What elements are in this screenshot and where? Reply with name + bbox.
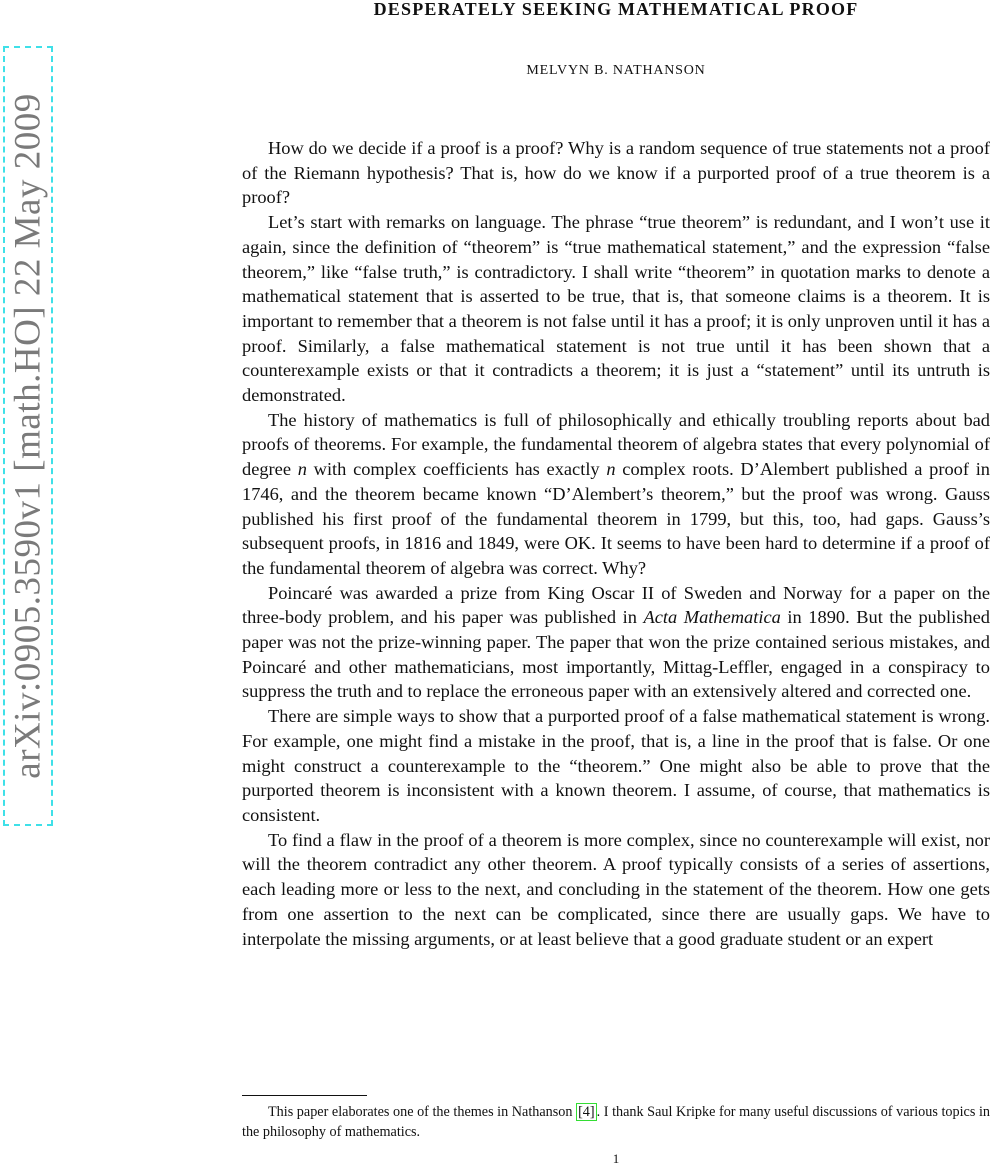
- page-number: 1: [612, 1151, 620, 1166]
- citation-link[interactable]: [4]: [578, 1104, 595, 1120]
- paragraph-1: How do we decide if a proof is a proof? Why is a random sequence of true statements not a proof of the Riemann hypothesis? That is, how do we know if a purported proof of a true theorem is a proof?: [242, 138, 990, 208]
- footnote: [242, 1102, 990, 1142]
- paragraph-3: [242, 408, 990, 581]
- arxiv-stamp: [3, 46, 53, 826]
- paragraph-3-part-c: complex roots. D’Alembert published a proof in 1746, and the theorem became known “D’Alembert’s theorem,” but the proof was wrong. Gauss published his first proof of the fundamental theorem in 1799, but this, too, had gaps. Gauss’s subsequent proofs, in 1816 and 1849, were OK. It seems to have been hard to determine if a proof of the fundamental theorem of algebra was correct. Why?: [242, 459, 990, 578]
- paragraph-5: There are simple ways to show that a purported proof of a false mathematical statement is wrong. For example, one might find a mistake in the proof, that is, a line in the proof that is false. Or one might construct a counterexample to the “theorem.” One might also be able to prove that the purported theorem is inconsistent with a known theorem. I assume, of course, that mathematics is consistent.: [242, 706, 990, 825]
- paragraph-3-part-b: with complex coefficients has exactly: [306, 459, 607, 480]
- paragraph-4-part-b: in 1890. But the published paper was not the prize-winning paper. The paper that won the prize contained serious mistakes, and Poincaré and other mathematicians, most importantly, Mittag-Leffler, engaged in a conspiracy to suppress the truth and to replace the erroneous paper with an extensively altered and corrected one.: [242, 607, 990, 702]
- footnote-part-b: . I thank Saul Kripke for many useful discussions of various topics in the philosophy of mathematics.: [242, 1104, 990, 1140]
- arxiv-stamp-text: arXiv:0905.3590v1 [math.HO] 22 May 2009: [7, 93, 49, 779]
- footnote-part-a: This paper elaborates one of the themes in Nathanson: [268, 1104, 577, 1120]
- paper-author: MELVYN B. NATHANSON: [526, 63, 706, 78]
- paragraph-6: To find a flaw in the proof of a theorem is more complex, since no counterexample will exist, nor will the theorem contradict any other theorem. A proof typically consists of a series of assertions, each leading more or less to the next, and concluding in the statement of the theorem. How one gets from one assertion to the next can be complicated, since there are usually gaps. We have to interpolate the missing arguments, or at least believe that a good graduate student or an expert: [242, 829, 990, 949]
- footnote-rule: [242, 1095, 367, 1096]
- paragraph-4-part-a: Poincaré was awarded a prize from King Oscar II of Sweden and Norway for a paper on the three-body problem, and his paper was published in: [242, 582, 990, 628]
- paragraph-2: Let’s start with remarks on language. The phrase “true theorem” is redundant, and I won’t use it again, since the definition of “theorem” is “true mathematical statement,” and the expression “false theorem,” like “false truth,” is contradictory. I shall write “theorem” in quotation marks to denote a mathematical statement that is asserted to be true, that is, that someone claims is a theorem. It is important to remember that a theorem is not false until it has a proof; it is only unproven until it has a proof. Similarly, a false mathematical statement is not true until it has been shown that a counterexample exists or that it contradicts a theorem; it is just a “statement” until its untruth is demonstrated.: [242, 212, 990, 406]
- paper-body: [242, 136, 990, 951]
- paragraph-3-part-a: The history of mathematics is full of philosophically and ethically troubling reports about bad proofs of theorems. For example, the fundamental theorem of algebra states that every polynomial of degree: [242, 409, 990, 480]
- journal-name: Acta Mathematica: [643, 607, 781, 628]
- math-variable-n: n: [606, 459, 616, 480]
- paper-title: DESPERATELY SEEKING MATHEMATICAL PROOF: [373, 0, 859, 19]
- paragraph-4: [242, 581, 990, 705]
- math-variable-n: n: [297, 459, 307, 480]
